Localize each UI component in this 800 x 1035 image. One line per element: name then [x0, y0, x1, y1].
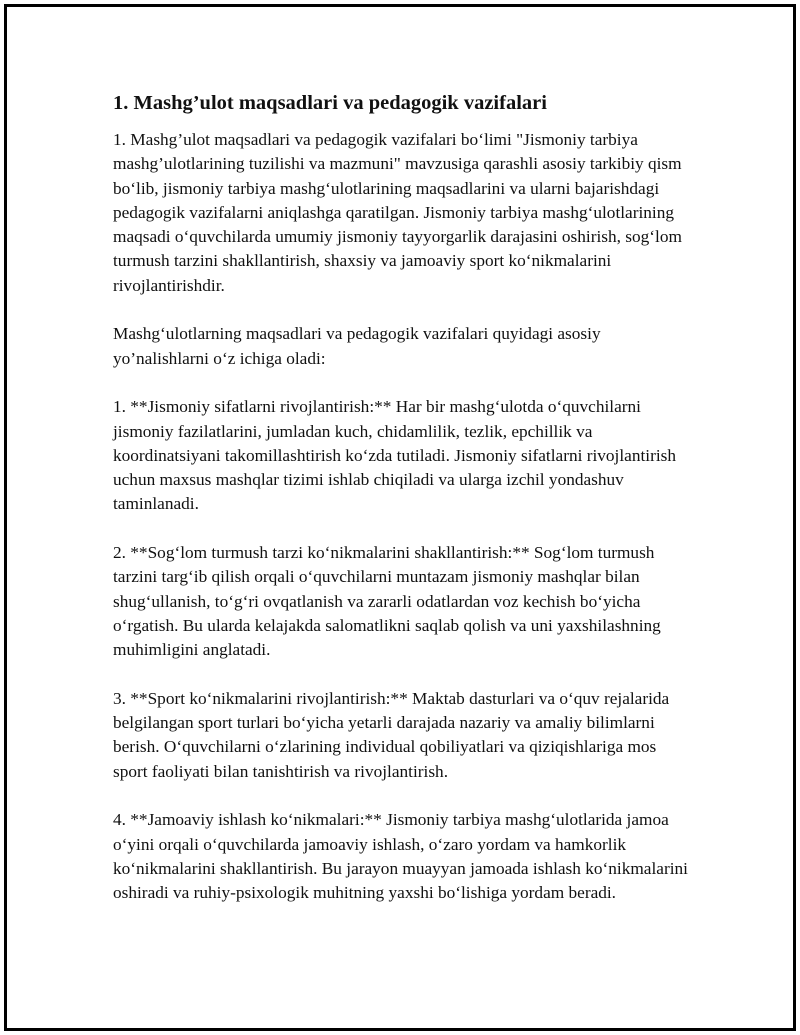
document-body — [113, 90, 693, 930]
directions-intro-paragraph: Mashg‘ulotlarning maqsadlari va pedagogik vazifalari quyidagi asosiy yo’nalishlarni o‘z ichiga oladi: — [113, 324, 601, 368]
list-item-teamwork-skills: 4. **Jamoaviy ishlash ko‘nikmalari:** Jismoniy tarbiya mashg‘ulotlarida jamoa o‘yini orqali o‘quvchilarda jamoaviy ishlash, o‘zaro yordam va hamkorlik ko‘nikmalarini shakllantirish. Bu jarayon muayyan jamoada ishlash ko‘nikmalarini oshiradi va ruhiy-psixologik muhitning yaxshi bo‘lishiga yordam beradi. — [113, 810, 688, 903]
list-item-physical-qualities: 1. **Jismoniy sifatlarni rivojlantirish:** Har bir mashg‘ulotda o‘quvchilarni jismoniy fazilatlarini, jumladan kuch, chidamlilik, tezlik, epchillik va koordinatsiyani takomillashtirish ko‘zda tutiladi. Jismoniy sifatlarni rivojlantirish uchun maxsus mashqlar tizimi ishlab chiqiladi va ularga izchil yondashuv taminlanadi. — [113, 397, 676, 514]
list-item-sport-skills: 3. **Sport ko‘nikmalarini rivojlantirish:** Maktab dasturlari va o‘quv rejalarida belgilangan sport turlari bo‘yicha yetarli darajada nazariy va amaliy bilimlarni berish. O‘quvchilarni o‘zlarining individual qobiliyatlari va qiziqishlariga mos sport faoliyati bilan tanishtirish va rivojlantirish. — [113, 688, 670, 781]
intro-paragraph: 1. Mashg’ulot maqsadlari va pedagogik vazifalari bo‘limi "Jismoniy tarbiya mashg’ulotlarining tuzilishi va mazmuni" mavzusiga qarashli asosiy tarkibiy qism bo‘lib, jismoniy tarbiya mashg‘ulotlarining maqsadlarini va ularni bajarishdagi pedagogik vazifalarni aniqlashga qaratilgan. Jismoniy tarbiya mashg‘ulotlarining maqsadi o‘quvchilarda umumiy jismoniy tayyorgarlik darajasini oshirish, sog‘lom turmush tarzini shakllantirish, shaxsiy va jamoaviy sport ko‘nikmalarini rivojlantirishdir. — [113, 130, 682, 295]
list-item-healthy-lifestyle: 2. **Sog‘lom turmush tarzi ko‘nikmalarini shakllantirish:** Sog‘lom turmush tarzini targ‘ib qilish orqali o‘quvchilarni muntazam jismoniy mashqlar bilan shug‘ullanish, to‘g‘ri ovqatlanish va zararli odatlardan voz kechish bo‘yicha o‘rgatish. Bu ularda kelajakda salomatlikni saqlab qolish va uni yaxshilashning muhimligini anglatadi. — [113, 543, 661, 660]
document-title: 1. Mashg’ulot maqsadlari va pedagogik vazifalari — [113, 92, 547, 114]
